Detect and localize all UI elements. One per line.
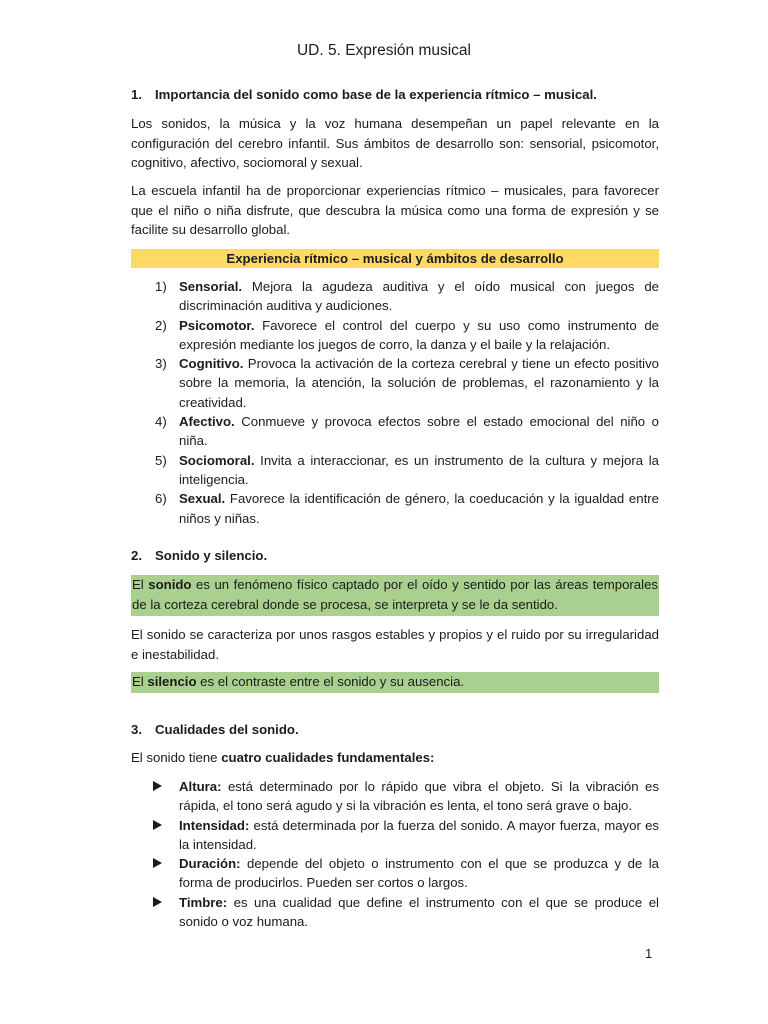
list-item-number: 5) [155,452,167,468]
list-item-term: Psicomotor. [179,317,255,333]
silence-definition-text: es el contraste entre el sonido y su ausencia. [196,674,465,689]
section-3-title: Cualidades del sonido. [155,722,299,737]
list-item-term: Cognitivo. [179,356,244,372]
silence-definition-prefix: El [132,674,148,689]
list-item-text: Mejora la agudeza auditiva y el oído musical con juegos de discriminación auditiva y audiciones. [179,279,659,314]
section-3-intro [131,748,659,768]
section-1-paragraph-1: Los sonidos, la música y la voz humana desempeñan un papel relevante en la configuración del cerebro infantil. Sus ámbitos de desarrollo son: sensorial, psicomotor, cognitivo, afectivo, sociomoral y sexual. [131,116,659,170]
list-item-number: 2) [155,317,167,333]
section-1-paragraph-2: La escuela infantil ha de proporcionar experiencias rítmico – musicales, para favorecer que el niño o niña disfrute, que descubra la música como una forma de expresión y se facilite su desarrollo global. [131,183,659,237]
sound-definition-prefix: El [132,577,149,592]
section-2-title: Sonido y silencio. [155,548,268,563]
list-item-text: Conmueve y provoca efectos sobre el estado emocional del niño o niña. [179,414,659,449]
list-item-term: Duración: [179,856,241,872]
list-item [131,316,659,355]
section-3-intro-text: El sonido tiene [131,750,222,765]
list-item [131,489,659,528]
sound-definition-text: es un fenómeno físico captado por el oído y sentido por las áreas temporales de la corteza cerebral donde se procesa, se interpreta y se le da sentido. [132,577,658,612]
development-areas-list [131,277,659,528]
arrow-bullet-icon [153,820,162,830]
list-item-text: Invita a interaccionar, es un instrumento de la cultura y mejora la inteligencia. [179,452,659,487]
arrow-bullet-icon [153,858,162,868]
list-item-term: Sensorial. [179,279,243,294]
list-item [131,412,659,451]
section-3-number: 3. [131,722,142,737]
list-item-text: Favorece el control del cuerpo y su uso como instrumento de expresión mediante los juegos de corro, la danza y el baile y la relajación. [179,317,659,352]
document-title: UD. 5. Expresión musical [296,42,471,59]
list-item-text: está determinado por lo rápido que vibra el objeto. Si la vibración es rápida, el tono será agudo y si la vibración es lenta, el tono será grave o bajo. [179,779,659,814]
section-1-title: Importancia del sonido como base de la experiencia rítmico – musical. [155,87,597,102]
list-item [131,277,659,316]
list-item-term: Sociomoral. [179,452,255,468]
list-item-term: Afectivo. [179,414,235,430]
silence-term: silencio [147,674,197,689]
sound-definition-box [131,575,659,616]
list-item [131,854,659,893]
list-item-number: 3) [155,356,167,372]
list-item-number: 4) [155,414,167,430]
section-2-heading [131,546,659,566]
list-item-number: 6) [155,491,167,507]
list-item [131,451,659,490]
list-item [131,777,659,816]
list-item [131,893,659,932]
sound-term: sonido [148,577,192,592]
list-item-text: Provoca la activación de la corteza cerebral y tiene un efecto positivo sobre la memoria, la atención, la solución de problemas, el razonamiento y la creatividad. [179,356,659,410]
list-item-text: Favorece la identificación de género, la coeducación y la igualdad entre niños y niñas. [179,491,659,526]
list-item [131,816,659,855]
list-item-text: es una cualidad que define el instrumento con el que se produce el sonido o voz humana. [179,894,659,930]
list-item-term: Intensidad: [179,817,250,833]
highlight-box-title: Experiencia rítmico – musical y ámbitos de desarrollo [131,249,659,268]
list-item-term: Altura: [179,779,222,794]
section-3-heading [131,720,659,740]
arrow-bullet-icon [153,897,162,907]
page-number: 1 [645,946,653,961]
sound-qualities-list [131,777,659,931]
list-item-term: Timbre: [179,894,228,910]
list-item [131,354,659,412]
section-2-paragraph: El sonido se caracteriza por unos rasgos estables y propios y el ruido por su irregularidad e inestabilidad. [131,627,659,662]
list-item-text: depende del objeto o instrumento con el que se produzca y de la forma de producirlos. Pueden ser cortos o largos. [179,856,659,891]
section-3-intro-bold: cuatro cualidades fundamentales: [221,750,435,765]
list-item-number: 1) [155,279,167,294]
section-1-heading [131,85,659,105]
list-item-term: Sexual. [179,491,226,507]
silence-definition-box [131,672,659,693]
section-2-number: 2. [131,548,142,563]
arrow-bullet-icon [153,781,162,791]
list-item-text: está determinada por la fuerza del sonido. A mayor fuerza, mayor es la intensidad. [179,817,659,852]
section-1-number: 1. [131,87,142,102]
